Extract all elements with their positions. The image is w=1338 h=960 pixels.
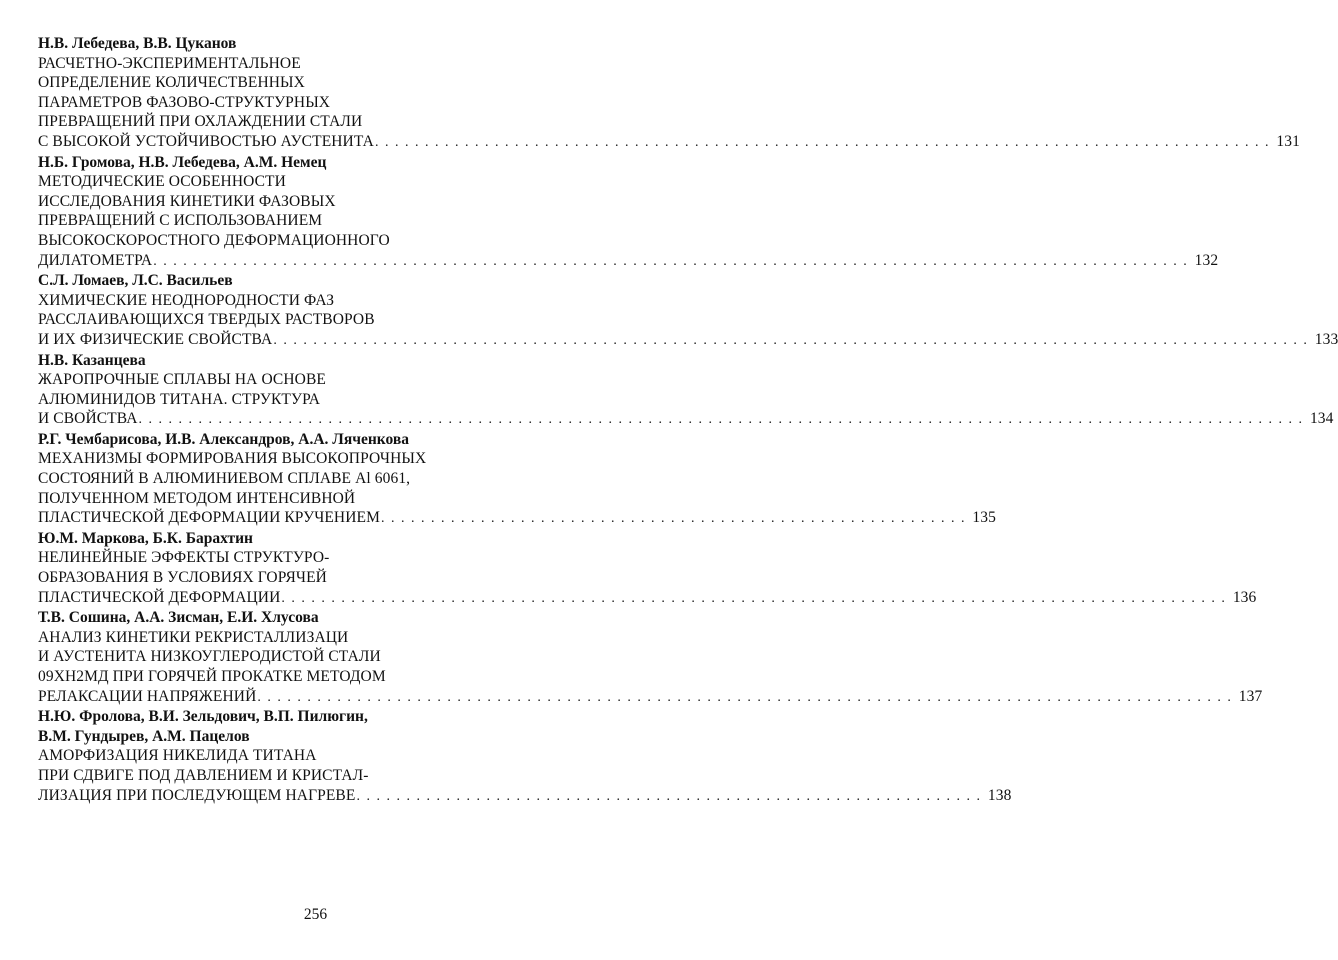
toc-entry (38, 34, 1300, 153)
entry-authors: Ю.М. Маркова, Б.К. Барахтин (38, 529, 253, 547)
entry-title-line: МЕТОДИЧЕСКИЕ ОСОБЕННОСТИ (38, 173, 286, 191)
entry-last-line (38, 330, 1338, 351)
dot-leader: . . . . . . . . . . . . . . . . . . . . . . . . . . . . . . . . . . . . . . . . . . . . . . . . . . . . . . . . . . . . . . . . . . . . . . . . . . . . . . . . . . . . . . . . . . (374, 134, 1270, 150)
entry-last-line (38, 687, 1263, 708)
entry-title-line: ПРЕВРАЩЕНИЙ ПРИ ОХЛАЖДЕНИИ СТАЛИ (38, 113, 363, 131)
entry-page-number: 136 (1232, 588, 1257, 606)
dot-leader: . . . . . . . . . . . . . . . . . . . . . . . . . . . . . . . . . . . . . . . . . . . . . . . . . . . . . . . . . . . . . . . . . . . . . . . . . . . . . . . . . . . . . . . . . . . . . . . . . . (257, 689, 1233, 705)
entry-last-line (38, 251, 1219, 272)
entry-title-line: И ИХ ФИЗИЧЕСКИЕ СВОЙСТВА (38, 330, 273, 348)
toc-entry (38, 608, 1263, 707)
entry-title-line: АЛЮМИНИДОВ ТИТАНА. СТРУКТУРА (38, 390, 321, 408)
toc-entry (38, 430, 996, 529)
entry-authors: С.Л. Ломаев, Л.С. Васильев (38, 272, 233, 290)
entry-last-line (38, 786, 1012, 807)
dot-leader: . . . . . . . . . . . . . . . . . . . . . . . . . . . . . . . . . . . . . . . . . . . . . . . . . . . . . . . . . . . . . . . . . . . . . . . . . . . . . . . . . . . . . . . . . . . . . . . . . . . . . . . . (153, 253, 1189, 269)
entry-authors: В.М. Гундырев, А.М. Пацелов (38, 727, 250, 745)
entry-title-line: АНАЛИЗ КИНЕТИКИ РЕКРИСТАЛЛИЗАЦИ (38, 628, 349, 646)
entry-title-line: РАССЛАИВАЮЩИХСЯ ТВЕРДЫХ РАСТВОРОВ (38, 311, 375, 329)
table-of-contents (38, 34, 1338, 806)
entry-title-line: СОСТОЯНИЙ В АЛЮМИНИЕВОМ СПЛАВЕ Al 6061, (38, 470, 411, 488)
entry-title-line: ИССЛЕДОВАНИЯ КИНЕТИКИ ФАЗОВЫХ (38, 192, 336, 210)
entry-authors: Р.Г. Чембарисова, И.В. Александров, А.А. Ляченкова (38, 430, 409, 448)
entry-authors: Н.Ю. Фролова, В.И. Зельдович, В.П. Пилюгин, (38, 708, 368, 726)
page-number: 256 (303, 906, 328, 923)
entry-title-line: ХИМИЧЕСКИЕ НЕОДНОРОДНОСТИ ФАЗ (38, 291, 335, 309)
entry-page-number: 134 (1309, 410, 1334, 428)
entry-title-line: ЛИЗАЦИЯ ПРИ ПОСЛЕДУЮЩЕМ НАГРЕВЕ (38, 786, 356, 804)
entry-title-line: РАСЧЕТНО-ЭКСПЕРИМЕНТАЛЬНОЕ (38, 54, 301, 72)
entry-title-line: РЕЛАКСАЦИИ НАПРЯЖЕНИЙ (38, 687, 257, 705)
dot-leader: . . . . . . . . . . . . . . . . . . . . . . . . . . . . . . . . . . . . . . . . . . . . . . . . . . . . . . . . . . . . . . . . . . . . . . . . . . . . . . . . . . . . . . . . . . . . . . . . . . . . . . . . (273, 332, 1309, 348)
entry-title-line: И АУСТЕНИТА НИЗКОУГЛЕРОДИСТОЙ СТАЛИ (38, 648, 381, 666)
entry-last-line (38, 508, 996, 529)
toc-entry (38, 351, 1334, 430)
entry-page-number: 132 (1194, 251, 1219, 269)
entry-title-line: АМОРФИЗАЦИЯ НИКЕЛИДА ТИТАНА (38, 747, 317, 765)
entry-page-number: 137 (1238, 687, 1263, 705)
entry-title-line: МЕХАНИЗМЫ ФОРМИРОВАНИЯ ВЫСОКОПРОЧНЫХ (38, 450, 427, 468)
dot-leader: . . . . . . . . . . . . . . . . . . . . . . . . . . . . . . . . . . . . . . . . . . . . . . . . . . . . . . . . . . . . . . . (356, 788, 982, 804)
dot-leader: . . . . . . . . . . . . . . . . . . . . . . . . . . . . . . . . . . . . . . . . . . . . . . . . . . . . . . . . . . . . . . . . . . . . . . . . . . . . . . . . . . . . . . . . . . . . . . . . . . . . . . . . . . . . . . . . . . . . . (138, 412, 1304, 428)
dot-leader: . . . . . . . . . . . . . . . . . . . . . . . . . . . . . . . . . . . . . . . . . . . . . . . . . . . . . . . . . . . . . . . . . . . . . . . . . . . . . . . . . . . . . . . . . . . . . . . (281, 590, 1227, 606)
dot-leader: . . . . . . . . . . . . . . . . . . . . . . . . . . . . . . . . . . . . . . . . . . . . . . . . . . . . . . . . . . . (380, 511, 966, 527)
entry-authors: Н.В. Казанцева (38, 351, 146, 369)
entry-page-number: 133 (1314, 330, 1338, 348)
entry-title-line: С ВЫСОКОЙ УСТОЙЧИВОСТЬЮ АУСТЕНИТА (38, 132, 374, 150)
entry-title-line: 09ХН2МД ПРИ ГОРЯЧЕЙ ПРОКАТКЕ МЕТОДОМ (38, 668, 386, 685)
entry-title-line: ЖАРОПРОЧНЫЕ СПЛАВЫ НА ОСНОВЕ (38, 371, 326, 389)
toc-entry (38, 153, 1219, 272)
entry-title-line: ОБРАЗОВАНИЯ В УСЛОВИЯХ ГОРЯЧЕЙ (38, 569, 327, 587)
entry-authors: Т.В. Сошина, А.А. Зисман, Е.И. Хлусова (38, 609, 319, 627)
toc-entry (38, 271, 1338, 350)
entry-title-line: ПОЛУЧЕННОМ МЕТОДОМ ИНТЕНСИВНОЙ (38, 489, 356, 507)
entry-authors: Н.Б. Громова, Н.В. Лебедева, А.М. Немец (38, 153, 327, 171)
entry-title-line: ПАРАМЕТРОВ ФАЗОВО-СТРУКТУРНЫХ (38, 93, 331, 111)
entry-title-line: ПЛАСТИЧЕСКОЙ ДЕФОРМАЦИИ КРУЧЕНИЕМ (38, 509, 380, 527)
entry-title-line: ПЛАСТИЧЕСКОЙ ДЕФОРМАЦИИ (38, 588, 281, 606)
toc-entry (38, 529, 1257, 608)
entry-last-line (38, 132, 1300, 153)
entry-title-line: ДИЛАТОМЕТРА (38, 251, 153, 269)
entry-title-line: НЕЛИНЕЙНЫЕ ЭФФЕКТЫ СТРУКТУРО- (38, 549, 330, 567)
entry-authors: Н.В. Лебедева, В.В. Цуканов (38, 35, 237, 52)
entry-title-line: ПРЕВРАЩЕНИЙ С ИСПОЛЬЗОВАНИЕМ (38, 212, 323, 230)
entry-page-number: 138 (987, 786, 1012, 804)
entry-title-line: ВЫСОКОСКОРОСТНОГО ДЕФОРМАЦИОННОГО (38, 231, 390, 249)
entry-last-line (38, 588, 1257, 609)
toc-entry (38, 707, 1012, 806)
entry-title-line: ОПРЕДЕЛЕНИЕ КОЛИЧЕСТВЕННЫХ (38, 74, 305, 92)
entry-title-line: ПРИ СДВИГЕ ПОД ДАВЛЕНИЕМ И КРИСТАЛ- (38, 766, 369, 784)
entry-page-number: 135 (972, 509, 996, 527)
entry-title-line: И СВОЙСТВА (38, 410, 138, 428)
entry-page-number: 131 (1276, 132, 1300, 150)
entry-last-line (38, 409, 1334, 430)
